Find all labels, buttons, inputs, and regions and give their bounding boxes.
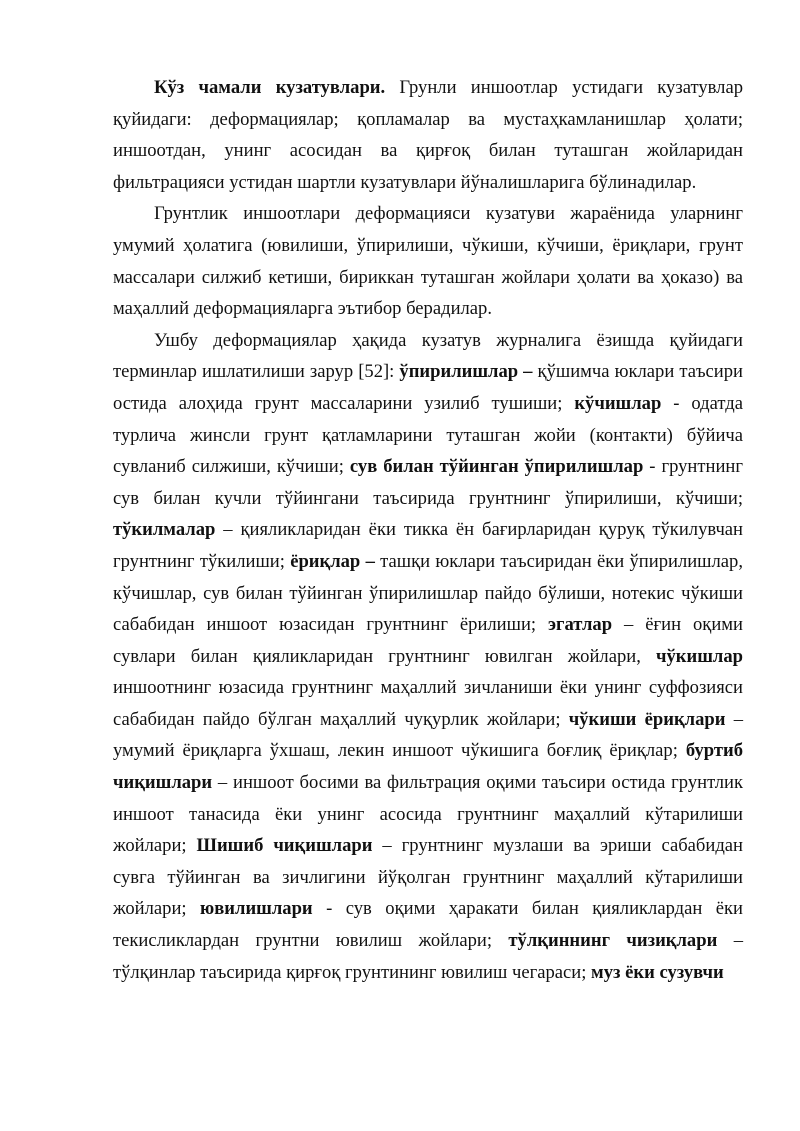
bold-term: Кўз чамали кузатувлари. xyxy=(154,77,386,98)
body-text: - одатда турлича жинсли грунт қатламларини туташган жойи (контакти) бўйича сувланиб силжиши, кўчиши; xyxy=(113,392,743,478)
body-text: – тўлқинлар таъсирида қирғоқ грунтининг ювилиш чегараси; xyxy=(113,930,743,983)
paragraph-deformation-terms xyxy=(113,325,743,988)
bold-term: Шишиб чиқишлари xyxy=(196,835,373,857)
body-text: – грунтнинг музлаши ва эриши сабабидан сувга тўйинган ва зичлигини йўқолган грунтнинг маҳаллий кўтарилиши жойлари; xyxy=(113,835,743,920)
body-text: – қияликларидан ёки тикка ён бағирларидан қуруқ тўкилувчан грунтнинг тўкилиши; xyxy=(113,519,743,572)
bold-term: ўпирилишлар – xyxy=(399,361,533,383)
bold-term: тўлқиннинг чизиқлари xyxy=(508,930,718,952)
bold-term: эгатлар xyxy=(548,614,613,636)
body-text: - сув оқими ҳаракати билан қияликлардан ёки текисликлардан грунтни ювилиш жойлари; xyxy=(113,898,743,952)
paragraph-visual-observations xyxy=(113,72,743,198)
body-text: Грунли иншоотлар устидаги кузатувлар қуйидаги: деформациялар; қопламалар ва мустаҳкамланишлар ҳолати; иншоотдан, унинг асосидан ва қирғоқ билан туташган жойларидан фильтрацияси устидан шартли кузатувлари йўналишларига бўлинадилар. xyxy=(113,77,744,193)
bold-term: ёриқлар – xyxy=(290,550,375,572)
body-text: қўшимча юклари таъсири остида алоҳида грунт массаларини узилиб тушиши; xyxy=(113,361,744,414)
body-text: Ушбу деформациялар ҳақида кузатув журналига ёзишда қуйидаги терминлар ишлатилиши зарур [52]: xyxy=(113,329,743,383)
paragraph-deformation-monitoring xyxy=(113,198,743,324)
body-text: - грунтнинг сув билан кучли тўйингани таъсирида грунтнинг ўпирилиши, кўчиши; xyxy=(113,456,743,509)
body-text: – иншоот босими ва фильтрация оқими таъсири остида грунтлик иншоот танасида ёки унинг асосида грунтнинг маҳаллий кўтарилиши жойлари; xyxy=(113,772,743,857)
bold-term: тўкилмалар xyxy=(113,519,216,541)
body-text: иншоотнинг юзасида грунтнинг маҳаллий зичланиши ёки унинг суффозияси сабабидан пайдо бўлган маҳаллий чуқурлик жойлари; xyxy=(113,677,743,730)
bold-term: чўкиши ёриқлари xyxy=(568,708,726,730)
bold-term: кўчишлар xyxy=(574,392,662,414)
bold-term: чўкишлар xyxy=(656,645,743,667)
bold-term: ювилишлари xyxy=(200,898,313,920)
bold-term: буртиб чиқишлари xyxy=(113,740,743,794)
body-text: – ёғин оқими сувлари билан қияликларидан грунтнинг ювилган жойлари, xyxy=(113,614,743,667)
body-text: Грунтлик иншоотлари деформацияси кузатуви жараёнида уларнинг умумий ҳолатига (ювилиши, ўпирилиши, чўкиши, кўчиши, ёриқлари, грунт массалари силжиб кетиши, бириккан туташган жойлари ҳолати ва ҳоказо) ва маҳаллий деформацияларга эътибор берадилар. xyxy=(113,203,743,320)
body-text: ташқи юклари таъсиридан ёки ўпирилишлар, кўчишлар, сув билан тўйинган ўпирилишлар пайдо бўлиши, нотекис чўкиши сабабидан иншоот юзасидан грунтнинг ёрилиши; xyxy=(113,550,743,636)
bold-term: муз ёки сузувчи xyxy=(591,961,724,983)
document-page xyxy=(113,72,743,988)
body-text: – умумий ёриқларга ўхшаш, лекин иншоот чўкишига боғлиқ ёриқлар; xyxy=(113,708,744,762)
bold-term: сув билан тўйинган ўпирилишлар xyxy=(349,456,644,478)
